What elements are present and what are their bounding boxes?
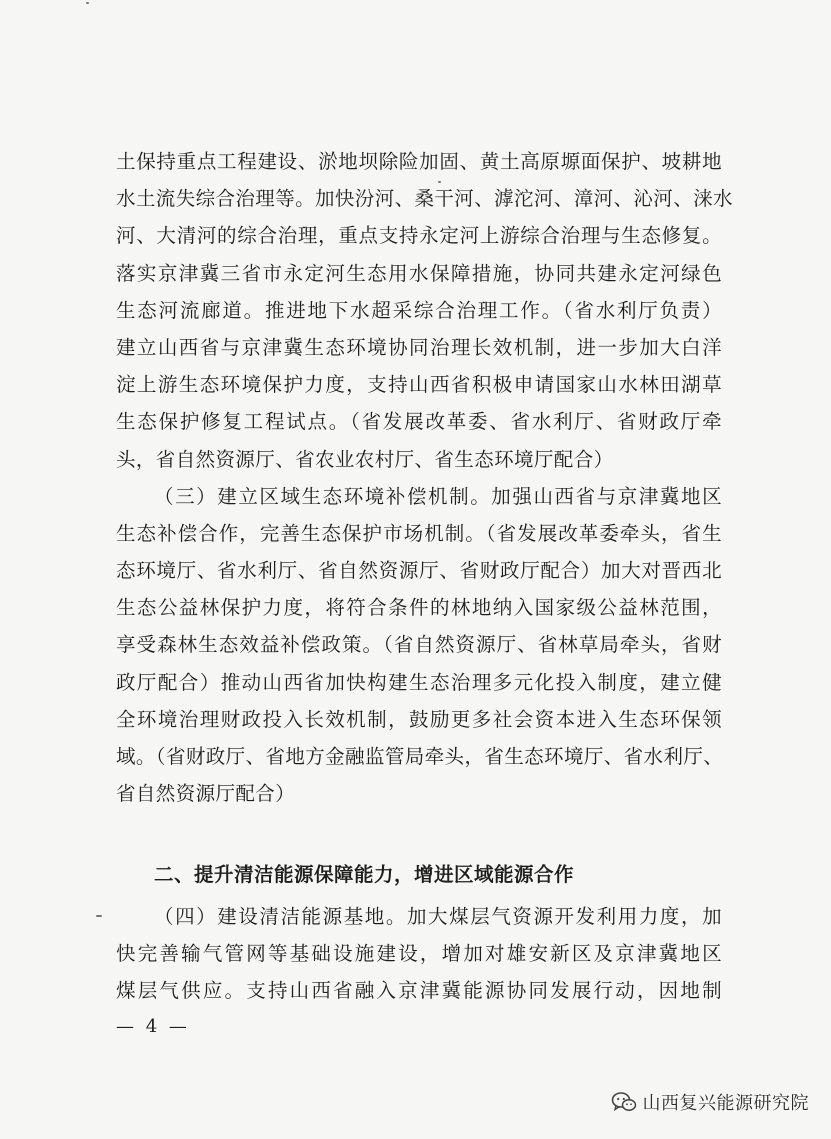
text-line: 水土流失综合治理等。加快汾河、桑干河、滹沱河、漳河、沁河、涞水: [116, 187, 733, 211]
text-line: 生态保护修复工程试点。（省发展改革委、省水利厅、省财政厅牵: [116, 410, 722, 434]
text-line: 享受森林生态效益补偿政策。（省自然资源厅、省林草局牵头，省财: [116, 633, 722, 657]
text-line: 生态补偿合作，完善生态保护市场机制。（省发展改革委牵头，省生: [116, 521, 722, 545]
subsection-line: （三）建立区域生态环境补偿机制。加强山西省与京津冀地区: [154, 484, 722, 508]
scan-speck: [96, 915, 102, 917]
text-line: 落实京津冀三省市永定河生态用水保障措施，协同共建永定河绿色: [116, 261, 722, 285]
paragraph-1: [116, 143, 733, 812]
text-line: 快完善输气管网等基础设施建设，增加对雄安新区及京津冀地区: [116, 942, 722, 966]
text-line: 政厅配合）推动山西省加快构建生态治理多元化投入制度，建立健: [116, 670, 722, 694]
text-line: 头，省自然资源厅、省农业农村厅、省生态环境厅配合）: [116, 447, 614, 471]
text-line: 建立山西省与京津冀生态环境协同治理长效机制，进一步加大白洋: [116, 335, 722, 359]
text-line: 土保持重点工程建设、淤地坝除险加固、黄土高原塬面保护、坡耕地: [116, 150, 722, 173]
text-line: 省自然资源厅配合）: [116, 782, 296, 806]
scan-speck: [86, 2, 89, 4]
watermark: [611, 1089, 810, 1115]
text-line: 河、大清河的综合治理，重点支持永定河上游综合治理与生态修复。: [116, 224, 722, 248]
page-number: — 4 —: [116, 1016, 190, 1037]
text-line: 淀上游生态环境保护力度，支持山西省积极申请国家山水林田湖草: [116, 373, 722, 397]
text-line: 全环境治理财政投入长效机制，鼓励更多社会资本进入生态环保领: [116, 707, 722, 731]
paragraph-2: [116, 898, 722, 1010]
text-line: 域。（省财政厅、省地方金融监管局牵头，省生态环境厅、省水利厅、: [116, 745, 724, 768]
text-line: 煤层气供应。支持山西省融入京津冀能源协同发展行动，因地制: [116, 979, 722, 1003]
watermark-label: 山西复兴能源研究院: [642, 1093, 809, 1114]
section-heading: 二、提升清洁能源保障能力，增进区域能源合作: [154, 863, 575, 886]
wechat-icon: [611, 1091, 637, 1113]
text-line: 生态公益林保护力度，将符合条件的林地纳入国家级公益林范围，: [116, 596, 722, 620]
text-line: 态环境厅、省水利厅、省自然资源厅、省财政厅配合）加大对晋西北: [116, 559, 722, 583]
subsection-line: （四）建设清洁能源基地。加大煤层气资源开发利用力度，加: [154, 905, 722, 928]
text-line: 生态河流廊道。推进地下水超采综合治理工作。（省水利厅负责）: [116, 298, 722, 322]
